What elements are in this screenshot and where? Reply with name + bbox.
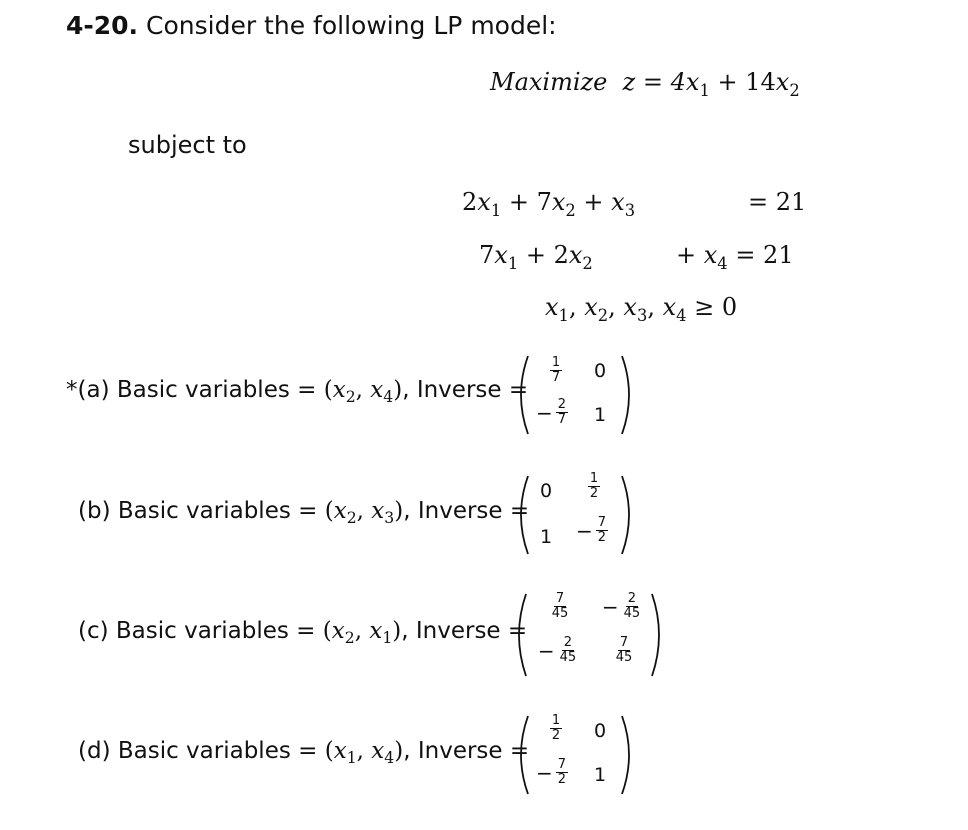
problem-title bbox=[66, 11, 557, 40]
matrix-c-cell-21: − $\frac{2}{45}$ bbox=[537, 635, 577, 665]
objective-function: Maximize $z = 4x_1 + 14x_2$ bbox=[490, 68, 800, 100]
subject-to-label: subject to bbox=[128, 131, 247, 159]
option-a-label: *(a) Basic variables = ($x_2$, $x_4$), Inverse = bbox=[66, 377, 529, 407]
objective-lhs: z = 4 bbox=[622, 68, 686, 96]
constraint-2-lhs: $7x_1 + 2x_2$ bbox=[479, 241, 593, 273]
objective-label: Maximize bbox=[490, 68, 608, 96]
problem-title-text: Consider the following LP model: bbox=[146, 11, 557, 40]
matrix-a-cell-12: 0 bbox=[593, 360, 607, 382]
option-b-label: (b) Basic variables = ($x_2$, $x_3$), Inverse = bbox=[78, 498, 530, 528]
nonnegativity-constraint: $x_1$, $x_2$, $x_3$, $x_4 \ge 0$ bbox=[545, 293, 738, 325]
option-c-label: (c) Basic variables = ($x_2$, $x_1$), Inverse = bbox=[78, 618, 528, 648]
matrix-c-cell-22: $\frac{7}{45}$ bbox=[615, 635, 633, 665]
matrix-a-cell-22: 1 bbox=[593, 404, 607, 426]
matrix-d-cell-11: $\frac{1}{2}$ bbox=[551, 713, 561, 743]
matrix-d-cell-12: 0 bbox=[593, 720, 607, 742]
constraint-1-rhs: = 21 bbox=[748, 188, 807, 216]
option-d-label: (d) Basic variables = ($x_1$, $x_4$), Inverse = bbox=[78, 738, 530, 768]
matrix-c-cell-12: − $\frac{2}{45}$ bbox=[601, 591, 641, 621]
problem-number: 4-20. bbox=[66, 11, 139, 40]
matrix-a-cell-21: − $\frac{2}{7}$ bbox=[535, 397, 567, 427]
inverse-matrix-d bbox=[510, 712, 640, 798]
matrix-d-cell-22: 1 bbox=[593, 764, 607, 786]
inverse-matrix-c bbox=[510, 592, 670, 678]
matrix-b-cell-21: 1 bbox=[539, 526, 553, 548]
matrix-c-cell-11: $\frac{7}{45}$ bbox=[551, 591, 569, 621]
matrix-b-cell-11: 0 bbox=[539, 480, 553, 502]
matrix-brackets bbox=[510, 472, 640, 558]
inverse-matrix-b bbox=[510, 472, 640, 558]
matrix-b-cell-12: $\frac{1}{2}$ bbox=[589, 471, 599, 501]
inverse-matrix-a bbox=[510, 352, 640, 438]
constraint-2-rhs: + $x_4 = 21$ bbox=[676, 241, 794, 273]
matrix-a-cell-11: $\frac{1}{7}$ bbox=[551, 355, 561, 385]
constraint-1-lhs: $2x_1 + 7x_2 + x_3$ bbox=[462, 188, 636, 220]
matrix-b-cell-22: − $\frac{7}{2}$ bbox=[575, 515, 607, 545]
matrix-d-cell-21: − $\frac{7}{2}$ bbox=[535, 757, 567, 787]
